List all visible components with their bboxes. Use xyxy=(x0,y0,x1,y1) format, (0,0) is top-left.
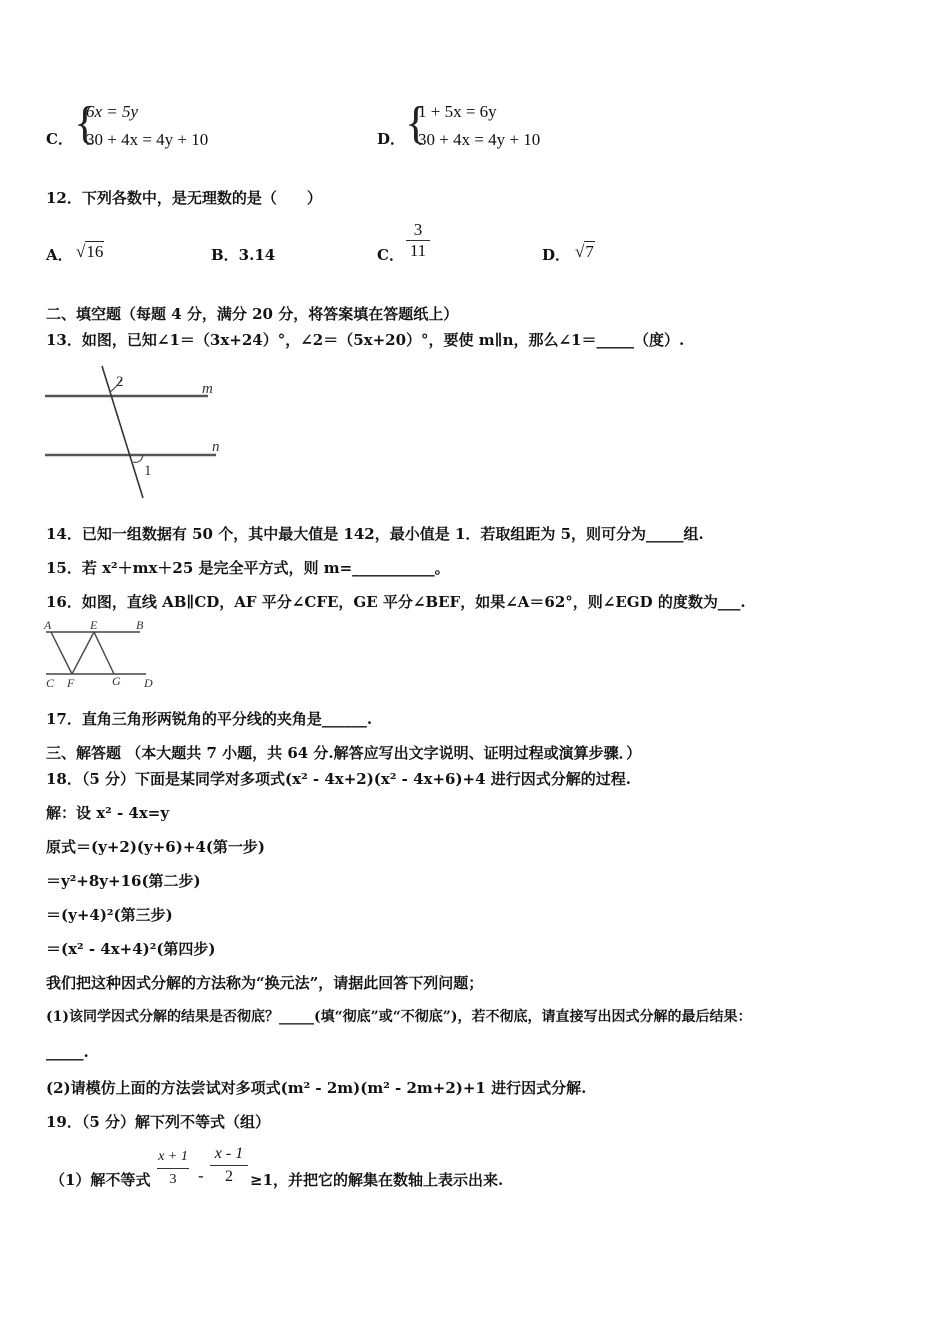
q16-figure xyxy=(40,616,170,692)
q12-stem: 12．下列各数中，是无理数的是（ ） xyxy=(46,189,322,207)
section-2-title: 二、填空题（每题 4 分，满分 20 分，将答案填在答题纸上） xyxy=(46,305,459,323)
q18-part-1: (1)该同学因式分解的结果是否彻底？_____(填“彻底”或“不彻底”)，若不彻底，请直接写出因式分解的最后结果： xyxy=(46,1009,752,1025)
q12-option-c-numerator: 3 xyxy=(413,220,423,239)
q18-part-1-answer-blank: _____. xyxy=(46,1043,89,1061)
q19-fraction-1 xyxy=(157,1148,189,1189)
q16-text: 16．如图，直线 AB∥CD，AF 平分∠CFE，GE 平分∠BEF，如果∠A＝62°，则∠EGD 的度数为___. xyxy=(46,593,746,611)
q19-fraction-2-numerator: x - 1 xyxy=(214,1145,244,1162)
angle-1-label: 1 xyxy=(144,463,152,479)
point-g-label: G xyxy=(112,674,121,688)
q13-figure xyxy=(40,362,230,504)
q12-option-a-sqrt: √16 xyxy=(76,242,104,261)
line-m-label: m xyxy=(202,381,213,397)
q19-fraction-1-denominator: 3 xyxy=(169,1172,177,1187)
q11-option-d-eq2: 30 + 4x = 4y + 10 xyxy=(418,130,541,149)
point-e-label: E xyxy=(90,618,98,632)
segment-fe xyxy=(72,632,94,674)
q11-option-d-eq1: 1 + 5x = 6y xyxy=(418,102,497,121)
q19-minus-sign: - xyxy=(198,1166,204,1185)
segment-eg xyxy=(94,632,114,674)
point-f-label: F xyxy=(67,676,75,690)
q17-text: 17．直角三角形两锐角的平分线的夹角是______. xyxy=(46,710,373,728)
segment-af xyxy=(51,632,72,674)
q12-option-c-fraction xyxy=(406,220,430,261)
q18-method-intro: 我们把这种因式分解的方法称为“换元法”，请据此回答下列问题； xyxy=(46,974,484,992)
q19-part-1-prefix: （1）解不等式 xyxy=(50,1171,151,1189)
q12-option-c-denominator: 11 xyxy=(409,241,427,260)
q12-option-d-label: D． xyxy=(542,246,571,264)
section-3-title: 三、解答题 （本大题共 7 小题，共 64 分.解答应写出文字说明、证明过程或演算步骤．） xyxy=(46,744,642,762)
q11-option-d-brace: { xyxy=(405,97,428,148)
q12-option-b-label: B．3.14 xyxy=(211,246,276,264)
q18-step-3: ＝(y+4)²(第三步) xyxy=(46,906,173,924)
q14-text: 14．已知一组数据有 50 个，其中最大值是 142，最小值是 1．若取组距为 5，则可分为_____组. xyxy=(46,525,704,543)
point-a-label: A xyxy=(44,618,52,632)
q11-option-d-label: D． xyxy=(377,130,406,148)
q11-option-c-eq2: 30 + 4x = 4y + 10 xyxy=(86,130,209,149)
q15-text: 15．若 x²＋mx＋25 是完全平方式，则 m=___________。 xyxy=(46,559,450,577)
q18-step-4: ＝(x² - 4x+4)²(第四步) xyxy=(46,940,216,958)
q18-solution-setup: 解：设 x² - 4x=y xyxy=(46,804,170,822)
q19-fraction-2-denominator: 2 xyxy=(225,1168,233,1185)
q19-fraction-1-numerator: x + 1 xyxy=(158,1149,188,1164)
q18-step-2: ＝y²+8y+16(第二步) xyxy=(46,872,201,890)
q12-option-d-radicand: 7 xyxy=(585,242,594,261)
q11-option-c-brace: { xyxy=(74,97,97,148)
q18-part-2: (2)请模仿上面的方法尝试对多项式(m² - 2m)(m² - 2m+2)+1 进行因式分解. xyxy=(46,1079,587,1097)
point-c-label: C xyxy=(46,676,55,690)
q19-stem: 19．（5 分）解下列不等式（组） xyxy=(46,1113,271,1131)
q12-option-d-sqrt: √7 xyxy=(575,242,594,261)
point-b-label: B xyxy=(136,618,144,632)
point-d-label: D xyxy=(144,676,153,690)
line-n-label: n xyxy=(212,439,220,455)
q18-step-1: 原式＝(y+2)(y+6)+4(第一步) xyxy=(46,838,266,856)
angle-2-label: 2 xyxy=(116,374,124,390)
q19-part-1-suffix: ≥1，并把它的解集在数轴上表示出来. xyxy=(250,1171,504,1189)
q13-text: 13．如图，已知∠1＝（3x+24）°，∠2＝（5x+20）°，要使 m∥n，那么∠1＝_____（度）. xyxy=(46,331,685,349)
q12-option-a-label: A． xyxy=(46,246,73,264)
q11-option-c-eq1: 6x = 5y xyxy=(86,102,139,121)
q18-stem: 18．（5 分）下面是某同学对多项式(x² - 4x+2)(x² - 4x+6)+4 进行因式分解的过程. xyxy=(46,770,632,788)
q12-option-c-label: C． xyxy=(377,246,404,264)
q19-fraction-2 xyxy=(210,1144,248,1187)
q12-option-a-radicand: 16 xyxy=(86,242,104,261)
q11-option-c-label: C． xyxy=(46,130,73,148)
